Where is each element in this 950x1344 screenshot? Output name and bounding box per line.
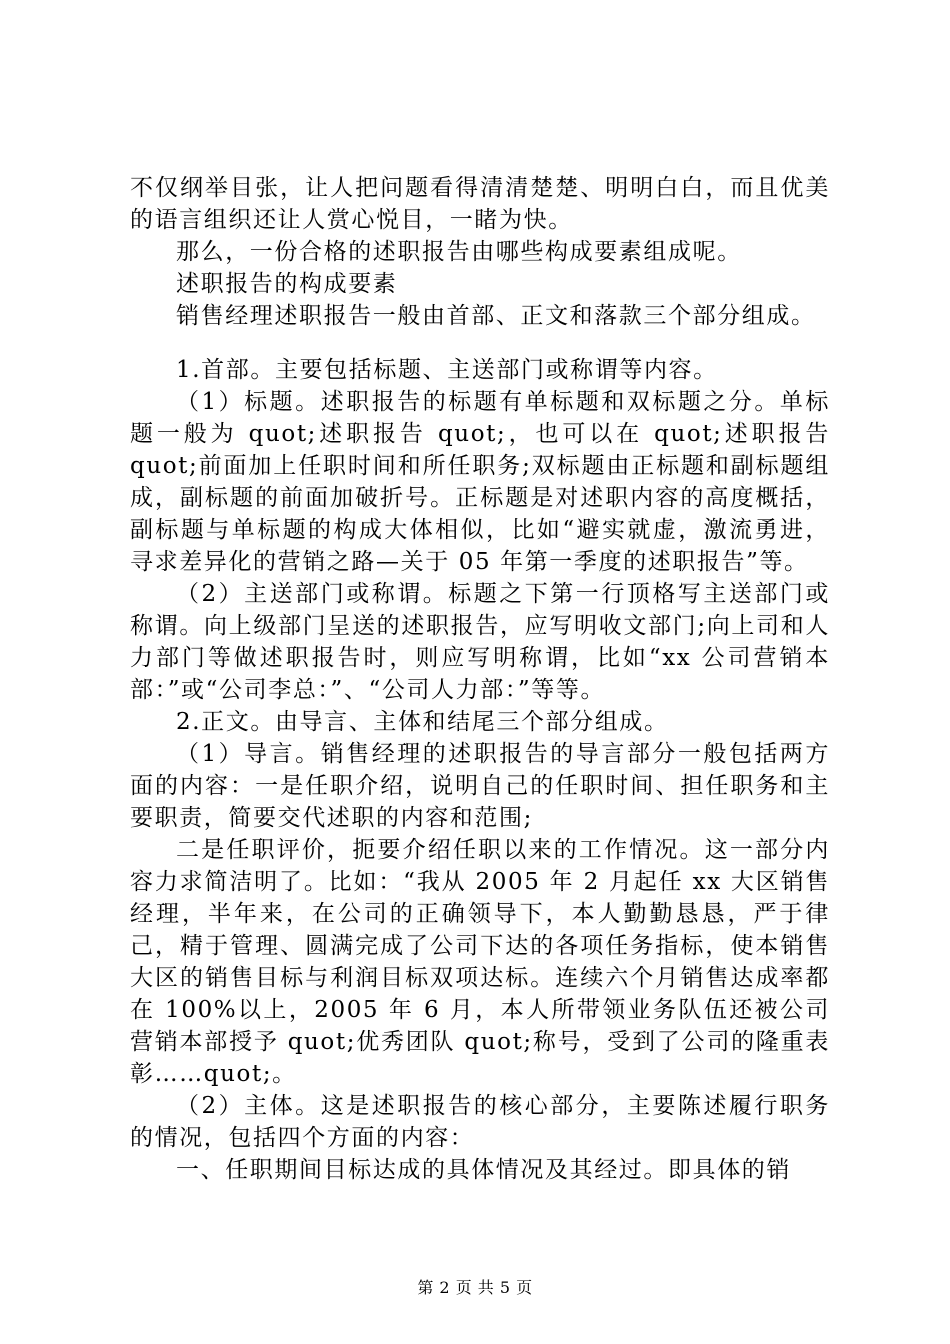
- paragraph-question: 那么，一份合格的述职报告由哪些构成要素组成呢。: [176, 239, 742, 265]
- paragraph-header-section: 1.首部。主要包括标题、主送部门或称谓等内容。: [176, 357, 718, 383]
- paragraph-gap: [130, 332, 830, 354]
- paragraph-composition: 销售经理述职报告一般由首部、正文和落款三个部分组成。: [176, 303, 816, 329]
- paragraph-main-body: （2）主体。这是述职报告的核心部分，主要陈述履行职务的情况，包括四个方面的内容：: [130, 1093, 830, 1151]
- page-footer: 第 2 页 共 5 页: [417, 1278, 533, 1297]
- paragraph-intro-continuation: 不仅纲举目张，让人把问题看得清清楚楚、明明白白，而且优美的语言组织还让人赏心悦目，一睹为快。: [130, 175, 830, 233]
- paragraph-title: （1）标题。述职报告的标题有单标题和双标题之分。单标题一般为 quot;述职报告 quot;，也可以在 quot;述职报告 quot;前面加上任职时间和所任职务;双标题由正标题和副标题组成，副标题的前面加破折号。正标题是对述职内容的高度概括，副标题与单标题的构成大体相似，比如“避实就虚，激流勇进，寻求差异化的营销之路—关于 05 年第一季度的述职报告”等。: [130, 389, 830, 575]
- document-body: [130, 172, 830, 1186]
- paragraph-evaluation: 二是任职评价，扼要介绍任职以来的工作情况。这一部分内容力求简洁明了。比如：“我从 2005 年 2 月起任 xx 大区销售经理，半年来，在公司的正确领导下，本人勤勤恳恳，严于律己，精于管理、圆满完成了公司下达的各项任务指标，使本销售大区的销售目标与利润目标双项达标。连续六个月销售达成率都在 100%以上，2005 年 6 月，本人所带领业务队伍还被公司营销本部授予 quot;优秀团队 quot;称号，受到了公司的隆重表彰……quot;。: [130, 837, 830, 1087]
- paragraph-body-section: 2.正文。由导言、主体和结尾三个部分组成。: [176, 709, 669, 735]
- section-heading-elements: 述职报告的构成要素: [176, 271, 398, 297]
- paragraph-introduction: （1）导言。销售经理的述职报告的导言部分一般包括两方面的内容：一是任职介绍，说明自己的任职时间、担任职务和主要职责，简要交代述职的内容和范围;: [130, 741, 830, 831]
- paragraph-target-achievement: 一、任职期间目标达成的具体情况及其经过。即具体的销: [176, 1157, 791, 1183]
- paragraph-recipient: （2）主送部门或称谓。标题之下第一行顶格写主送部门或称谓。向上级部门呈送的述职报告，应写明收文部门;向上司和人力部门等做述职报告时，则应写明称谓，比如“xx 公司营销本部：”或“公司李总：”、“公司人力部：”等等。: [130, 581, 830, 703]
